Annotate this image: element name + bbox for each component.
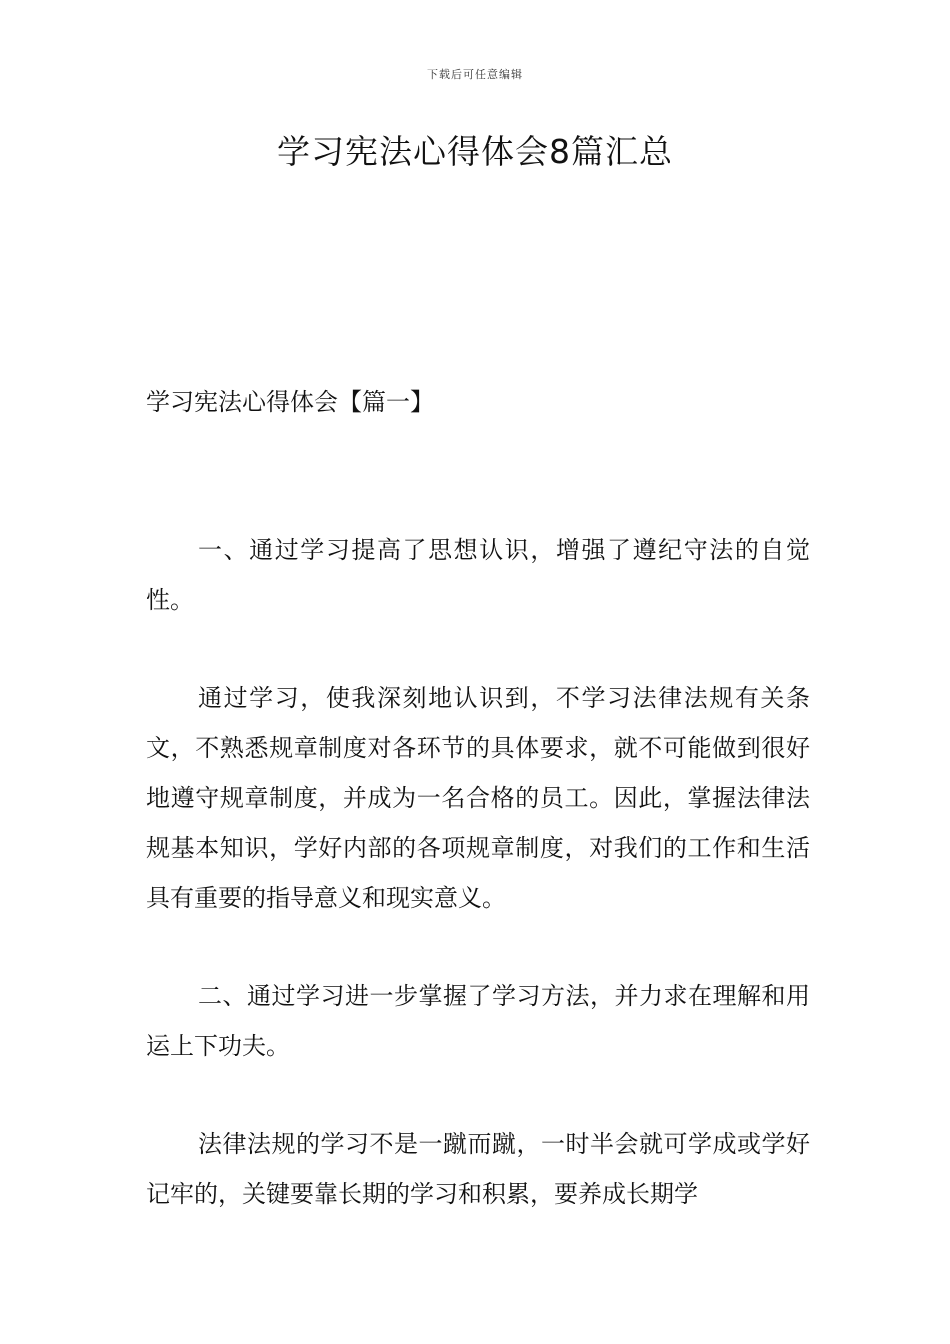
paragraph-2: 通过学习，使我深刻地认识到，不学习法律法规有关条文，不熟悉规章制度对各环节的具体要求，就不可能做到很好地遵守规章制度，并成为一名合格的员工。因此，掌握法律法规基本知识，学好内部的各项规章制度，对我们的工作和生活具有重要的指导意义和现实意义。 xyxy=(146,684,810,912)
section-heading: 学习宪法心得体会【篇一】 xyxy=(146,388,434,416)
paragraph-3: 二、通过学习进一步掌握了学习方法，并力求在理解和用运上下功夫。 xyxy=(146,982,810,1060)
paragraph-4: 法律法规的学习不是一蹴而蹴，一时半会就可学成或学好记牢的，关键要靠长期的学习和积累，要养成长期学 xyxy=(146,1130,810,1208)
document-title: 学习宪法心得体会8篇汇总 xyxy=(277,132,673,171)
paragraph-1: 一、通过学习提高了思想认识，增强了遵纪守法的自觉性。 xyxy=(146,536,810,614)
header-note: 下载后可任意编辑 xyxy=(427,68,523,81)
